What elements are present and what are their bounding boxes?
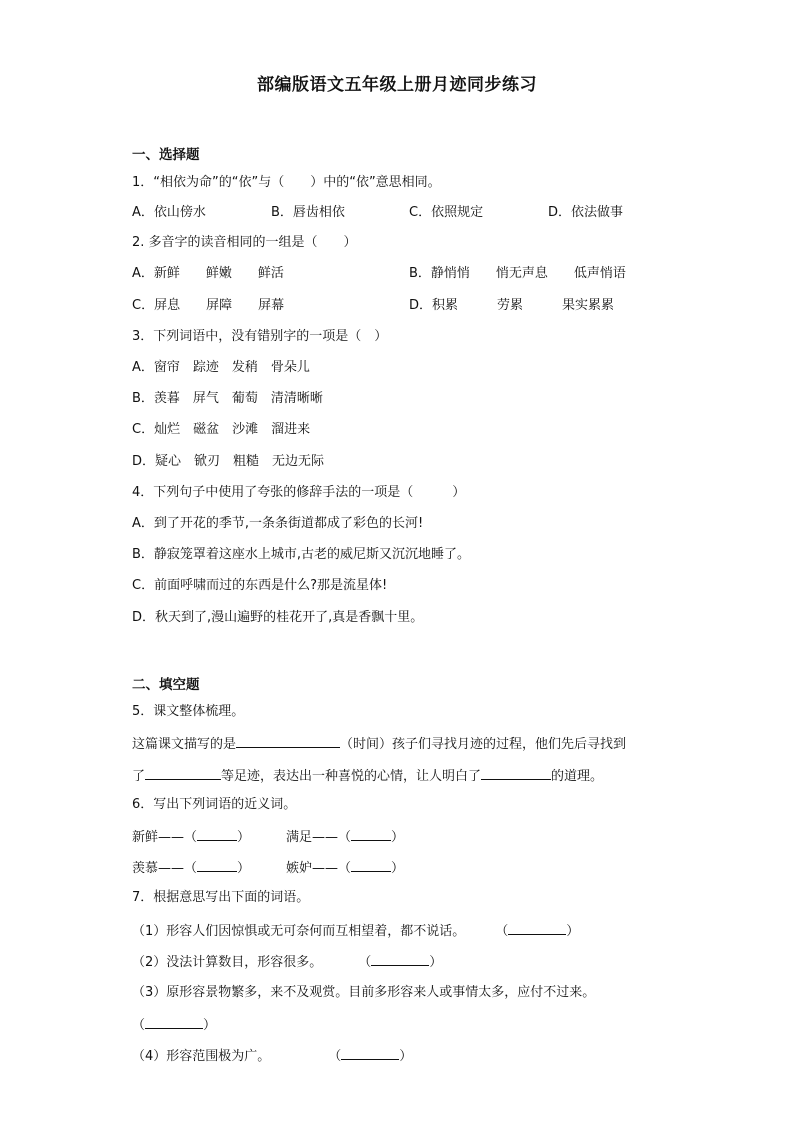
question-6-item-1 [132,827,250,847]
question-6-item-4 [286,858,404,878]
paren-close-4: ） [399,1049,413,1064]
page-title: 部编版语文五年级上册月迹同步练习 [257,75,537,95]
question-7-item-3-answer [132,1015,216,1035]
question-2-option-c: C．屏息 屏障 屏幕 [132,298,285,313]
question-6-stem: 6．写出下列词语的近义词。 [132,797,297,812]
question-1-option-b: B．唇齿相依 [271,205,345,220]
question-1-stem: 1．“相依为命”的“依”与（ ）中的“依”意思相同。 [132,175,441,190]
question-6-item-2 [286,827,404,847]
question-6-word-2: 满足——（ [286,830,352,845]
paren-open-2: （ [358,955,372,970]
answer-blank-synonym-4[interactable] [351,858,391,872]
question-6-close-4: ） [391,861,405,876]
question-5-line-2 [132,766,603,786]
answer-blank-idiom-4[interactable] [341,1046,399,1060]
question-5-text-c: 了 [132,769,146,784]
paren-close-1: ） [566,924,580,939]
question-4-option-d: D．秋天到了,漫山遍野的桂花开了,真是香飘十里。 [132,610,424,625]
answer-blank-idiom-2[interactable] [371,952,429,966]
answer-blank-time[interactable] [236,734,340,748]
question-6-word-3: 羡慕——（ [132,861,198,876]
question-4-option-b: B．静寂笼罩着这座水上城市,古老的威尼斯又沉沉地睡了。 [132,547,471,562]
question-6-close-2: ） [391,830,405,845]
paren-open-4: （ [328,1049,342,1064]
question-5-text-d: 等足迹，表达出一种喜悦的心情，让人明白了 [221,769,482,784]
question-7-item-1 [132,921,579,941]
question-2-stem: 2. 多音字的读音相同的一组是（ ） [132,235,357,250]
question-6-item-3 [132,858,250,878]
question-1-option-c: C．依照规定 [409,205,484,220]
question-4-option-c: C．前面呼啸而过的东西是什么?那是流星体! [132,578,388,593]
paren-open-1: （ [495,924,509,939]
question-6-close-3: ） [237,861,251,876]
answer-blank-synonym-1[interactable] [197,827,237,841]
question-3-option-b: B．羡暮 屏气 葡萄 清清晰晰 [132,391,323,406]
question-7-meaning-1: （1）形容人们因惊惧或无可奈何而互相望着，都不说话。 [132,924,466,939]
question-6-close-1: ） [237,830,251,845]
question-7-meaning-2: （2）没法计算数目，形容很多。 [132,955,323,970]
question-5-text-b: （时间）孩子们寻找月迹的过程，他们先后寻找到 [340,737,627,752]
question-1-option-a: A．依山傍水 [132,205,206,220]
paren-open-3: （ [132,1018,146,1033]
question-6-word-1: 新鲜——（ [132,830,198,845]
section-heading-fill: 二、填空题 [132,677,200,693]
question-7-stem: 7．根据意思写出下面的词语。 [132,890,310,905]
question-7-item-3: （3）原形容景物繁多，来不及观赏。目前多形容来人或事情太多，应付不过来。 [132,985,596,1000]
question-2-option-a: A．新鲜 鲜嫩 鲜活 [132,266,284,281]
question-3-option-c: C．灿烂 磁盆 沙滩 溜进来 [132,422,311,437]
answer-blank-synonym-3[interactable] [197,858,237,872]
answer-blank-lesson[interactable] [481,766,551,780]
section-heading-choice: 一、选择题 [132,147,200,163]
question-5-stem: 5．课文整体梳理。 [132,704,245,719]
question-3-option-a: A．窗帘 踪迹 发稍 骨朵儿 [132,360,310,375]
question-6-word-4: 嫉妒——（ [286,861,352,876]
question-5-text-a: 这篇课文描写的是 [132,737,237,752]
question-7-meaning-4: （4）形容范围极为广。 [132,1049,271,1064]
answer-blank-traces[interactable] [145,766,221,780]
answer-blank-idiom-1[interactable] [508,921,566,935]
question-1-option-d: D．依法做事 [548,205,624,220]
answer-blank-idiom-3[interactable] [145,1015,203,1029]
question-2-option-b: B．静悄悄 悄无声息 低声悄语 [409,266,626,281]
question-2-option-d: D．积累 劳累 果实累累 [409,298,615,313]
question-5-line-1 [132,734,626,754]
question-7-item-4 [132,1046,412,1066]
question-4-stem: 4．下列句子中使用了夸张的修辞手法的一项是（ ） [132,485,466,500]
paren-close-2: ） [429,955,443,970]
question-7-item-2 [132,952,442,972]
question-3-stem: 3．下列词语中，没有错别字的一项是（ ） [132,329,388,344]
answer-blank-synonym-2[interactable] [351,827,391,841]
paren-close-3: ） [203,1018,217,1033]
question-5-text-e: 的道理。 [551,769,604,784]
question-4-option-a: A．到了开花的季节,一条条街道都成了彩色的长河! [132,516,424,531]
question-3-option-d: D．疑心 锨刃 粗糙 无边无际 [132,454,325,469]
